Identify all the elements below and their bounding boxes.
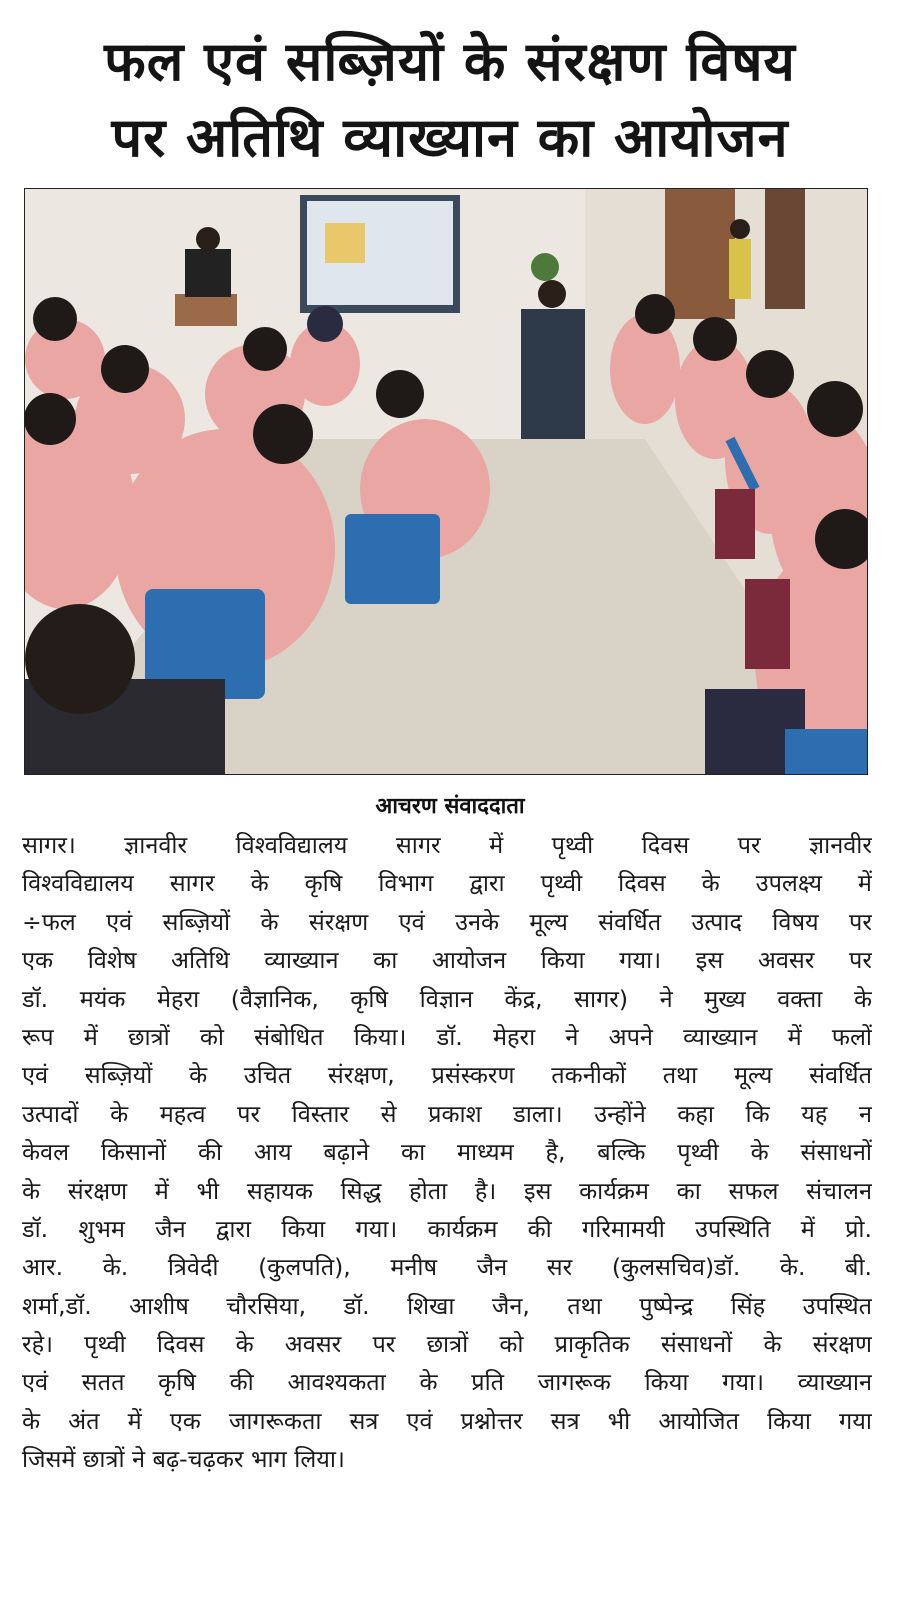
article-line: एवं सब्ज़ियों के उचित संरक्षण, प्रसंस्करण तकनीकों तथा मूल्य संवर्धित [22,1061,872,1090]
lecture-photo-illustration [25,189,867,774]
article-line: के अंत में एक जागरूकता सत्र एवं प्रश्नोत्तर सत्र भी आयोजित किया गया [22,1406,872,1435]
headline-line-1: फल एवं सब्ज़ियों के संरक्षण विषय [104,30,796,93]
article-line: आर. के. त्रिवेदी (कुलपति), मनीष जैन सर (कुलसचिव)डॉ. के. बी. [22,1253,872,1282]
guest-chair [521,309,585,439]
article-body [22,826,872,1479]
article-line: रूप में छात्रों को संबोधित किया। डॉ. मेहरा ने अपने व्याख्यान में फलों [22,1022,872,1051]
article-line: डॉ. मयंक मेहरा (वैज्ञानिक, कृषि विज्ञान केंद्र, सागर) ने मुख्य वक्ता के [22,984,872,1013]
lecture-photo [24,188,868,775]
article-line: जिसमें छात्रों ने बढ़-चढ़कर भाग लिया। [22,1445,345,1474]
guest-head [538,280,566,308]
article-line: रहे। पृथ्वी दिवस के अवसर पर छात्रों को प्राकृतिक संसाधनों के संरक्षण [22,1330,872,1359]
lectern [175,294,237,326]
article-line: उत्पादों के महत्व पर विस्तार से प्रकाश डाला। उन्होंने कहा कि यह न [22,1099,872,1128]
article-line: डॉ. शुभम जैन द्वारा किया गया। कार्यक्रम की गरिमामयी उपस्थिति में प्रो. [22,1214,872,1243]
screen-slide-image [325,223,365,263]
article-line: एक विशेष अतिथि व्याख्यान का आयोजन किया गया। इस अवसर पर [22,946,872,975]
article-line: शर्मा,डॉ. आशीष चौरसिया, डॉ. शिखा जैन, तथा पुष्पेन्द्र सिंह उपस्थित [22,1291,872,1320]
speaker [185,249,231,297]
plant-icon [531,253,559,281]
headline-line-2: पर अतिथि व्याख्यान का आयोजन [111,106,789,169]
door [665,189,735,319]
speaker-head [196,227,220,251]
door-2 [765,189,805,309]
article-line: विश्वविद्यालय सागर के कृषि विभाग द्वारा पृथ्वी दिवस के उपलक्ष्य में [22,869,872,898]
article-line: एवं सतत कृषि की आवश्यकता के प्रति जागरूक किया गया। व्याख्यान [22,1368,872,1397]
article-line: केवल किसानों की आय बढ़ाने का माध्यम है, बल्कि पृथ्वी के संसाधनों [22,1138,872,1167]
article-line: के संरक्षण में भी सहायक सिद्ध होता है। इस कार्यक्रम का सफल संचालन [22,1176,872,1205]
article-line: ÷फल एवं सब्ज़ियों के संरक्षण एवं उनके मूल्य संवर्धित उत्पाद विषय पर [22,907,872,936]
article-line: सागर। ज्ञानवीर विश्वविद्यालय सागर में पृथ्वी दिवस पर ज्ञानवीर [22,831,872,859]
byline: आचरण संवाददाता [375,794,525,819]
headline [20,24,880,176]
